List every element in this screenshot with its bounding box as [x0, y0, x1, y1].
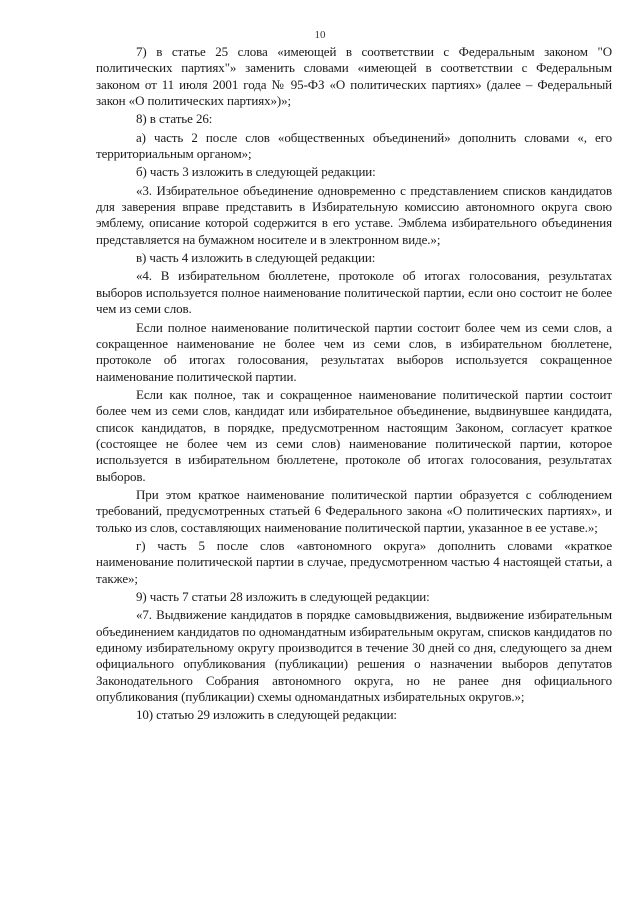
paragraph-part-4-second: Если полное наименование политической партии состоит более чем из семи слов, а сокращенное наименование не более чем из семи слов, в избирательном бюллетене, протоколе об итогах голосования, результатах выборов используется сокращенное наименование политической партии. [96, 319, 612, 384]
paragraph-subitem-b: б) часть 3 изложить в следующей редакции: [136, 164, 376, 180]
paragraph-subitem-a: а) часть 2 после слов «общественных объединений» дополнить словами «, его территориальным органом»; [96, 129, 612, 162]
paragraph-part-7-text: «7. Выдвижение кандидатов в порядке самовыдвижения, выдвижение избирательным объединением кандидатов по одномандатным избирательным округам, списков кандидатов по единому избирательному округу производится в течение 30 дней со дня, следующего за днем официального опубликования (публикации) решения о назначении выборов депутатов Законодательного Собрания автономного округа, но не ранее дня официального опубликования (публикации) схемы одномандатных избирательных округов.»; [96, 607, 612, 705]
paragraph-item-8: 8) в статье 26: [136, 111, 213, 127]
paragraph-part-3-text: «3. Избирательное объединение одновременно с представлением списков кандидатов для заверения вправе представить в Избирательную комиссию автономного округа свою эмблему, описание которой содержится в его уставе. Эмблема избирательного объединения представляется на бумажном носителе и в электронном виде.»; [96, 182, 612, 247]
paragraph-subitem-g: г) часть 5 после слов «автономного округа» дополнить словами «краткое наименование политической партии в случае, предусмотренном частью 4 настоящей статьи, а также»; [96, 537, 612, 586]
paragraph-part-4-text: «4. В избирательном бюллетене, протоколе об итогах голосования, результатах выборов используется полное наименование политической партии, если оно состоит не более чем из семи слов. [96, 268, 612, 317]
page-number: 10 [314, 29, 326, 41]
paragraph-subitem-v: в) часть 4 изложить в следующей редакции: [136, 250, 376, 266]
paragraph-part-4-fourth: При этом краткое наименование политической партии образуется с соблюдением требований, предусмотренных статьей 6 Федерального закона «О политических партиях», и только из слов, составляющих наименование политической партии, указанное в ее уставе.»; [96, 486, 612, 535]
paragraph-item-10: 10) статью 29 изложить в следующей редакции: [136, 707, 397, 723]
document-body [96, 44, 612, 726]
paragraph-item-7: 7) в статье 25 слова «имеющей в соответствии с Федеральным законом "О политических партиях"» заменить словами «имеющей в соответствии с Федеральным законом от 11 июля 2001 года № 95-ФЗ «О политических партиях» (далее – Федеральный закон «О политических партиях»)»; [96, 44, 612, 109]
paragraph-item-9: 9) часть 7 статьи 28 изложить в следующей редакции: [136, 589, 430, 604]
paragraph-part-4-third: Если как полное, так и сокращенное наименование политической партии состоит более чем из семи слов, кандидат или избирательное объединение, выдвинувшее кандидата, список кандидатов, в порядке, предусмотренном настоящим Законом, согласует краткое (состоящее не более чем из семи слов) наименование политической партии, которое используется в избирательном бюллетене, протоколе об итогах голосования, результатах выборов. [96, 386, 612, 484]
